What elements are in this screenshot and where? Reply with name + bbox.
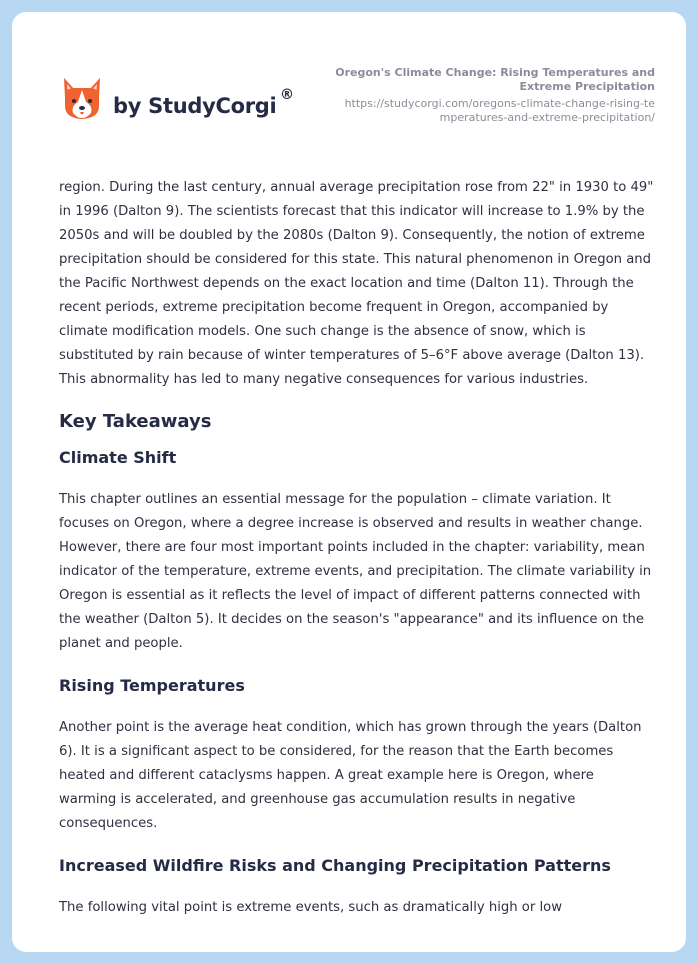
key-takeaways-heading: Key Takeaways (59, 411, 212, 432)
climate-shift-paragraph: This chapter outlines an essential message for the population – climate variation. It focuses on Oregon, where a degree increase is observed and results in weather change. However, there are four most important points included in the chapter: variability, mean indicator of the temperature, extreme events, and precipitation. The climate variability in Oregon is essential as it reflects the level of impact of different patterns connected with the weather (Dalton 5). It decides on the season's "appearance" and its influence on the planet and people. (59, 492, 652, 651)
studycorgi-logo[interactable] (61, 76, 321, 136)
document-url[interactable]: https://studycorgi.com/oregons-climate-change-rising-temperatures-and-extreme-precipitation/ (344, 97, 655, 124)
climate-shift-heading: Climate Shift (59, 448, 177, 467)
wildfire-heading: Increased Wildfire Risks and Changing Precipitation Patterns (59, 856, 611, 875)
document-page (12, 12, 686, 952)
intro-paragraph: region. During the last century, annual average precipitation rose from 22" in 1930 to 49" in 1996 (Dalton 9). The scientists forecast that this indicator will increase to 1.9% by the 2050s and will be doubled by the 2080s (Dalton 9). Consequently, the notion of extreme precipitation should be considered for this state. This natural phenomenon in Oregon and the Pacific Northwest depends on the exact location and time (Dalton 11). Through the recent periods, extreme precipitation become frequent in Oregon, accompanied by climate modification models. One such change is the absence of snow, which is substituted by rain because of winter temperatures of 5–6°F above average (Dalton 13). This abnormality has led to many negative consequences for various industries. (59, 180, 654, 387)
rising-temperatures-paragraph: Another point is the average heat condition, which has grown through the years (Dalton 6). It is a significant aspect to be considered, for the reason that the Earth becomes heated and different cataclysms happen. A great example here is Oregon, where warming is accelerated, and greenhouse gas accumulation results in negative consequences. (59, 720, 642, 831)
logo-text: by StudyCorgi (113, 94, 277, 118)
document-title: Oregon's Climate Change: Rising Temperatures and Extreme Precipitation (335, 66, 655, 93)
rising-temperatures-heading: Rising Temperatures (59, 676, 245, 695)
wildfire-paragraph: The following vital point is extreme events, such as dramatically high or low (59, 900, 562, 915)
document-meta (335, 66, 655, 125)
registered-mark: ® (280, 87, 294, 103)
corgi-icon (61, 76, 103, 122)
article-body (59, 176, 655, 920)
